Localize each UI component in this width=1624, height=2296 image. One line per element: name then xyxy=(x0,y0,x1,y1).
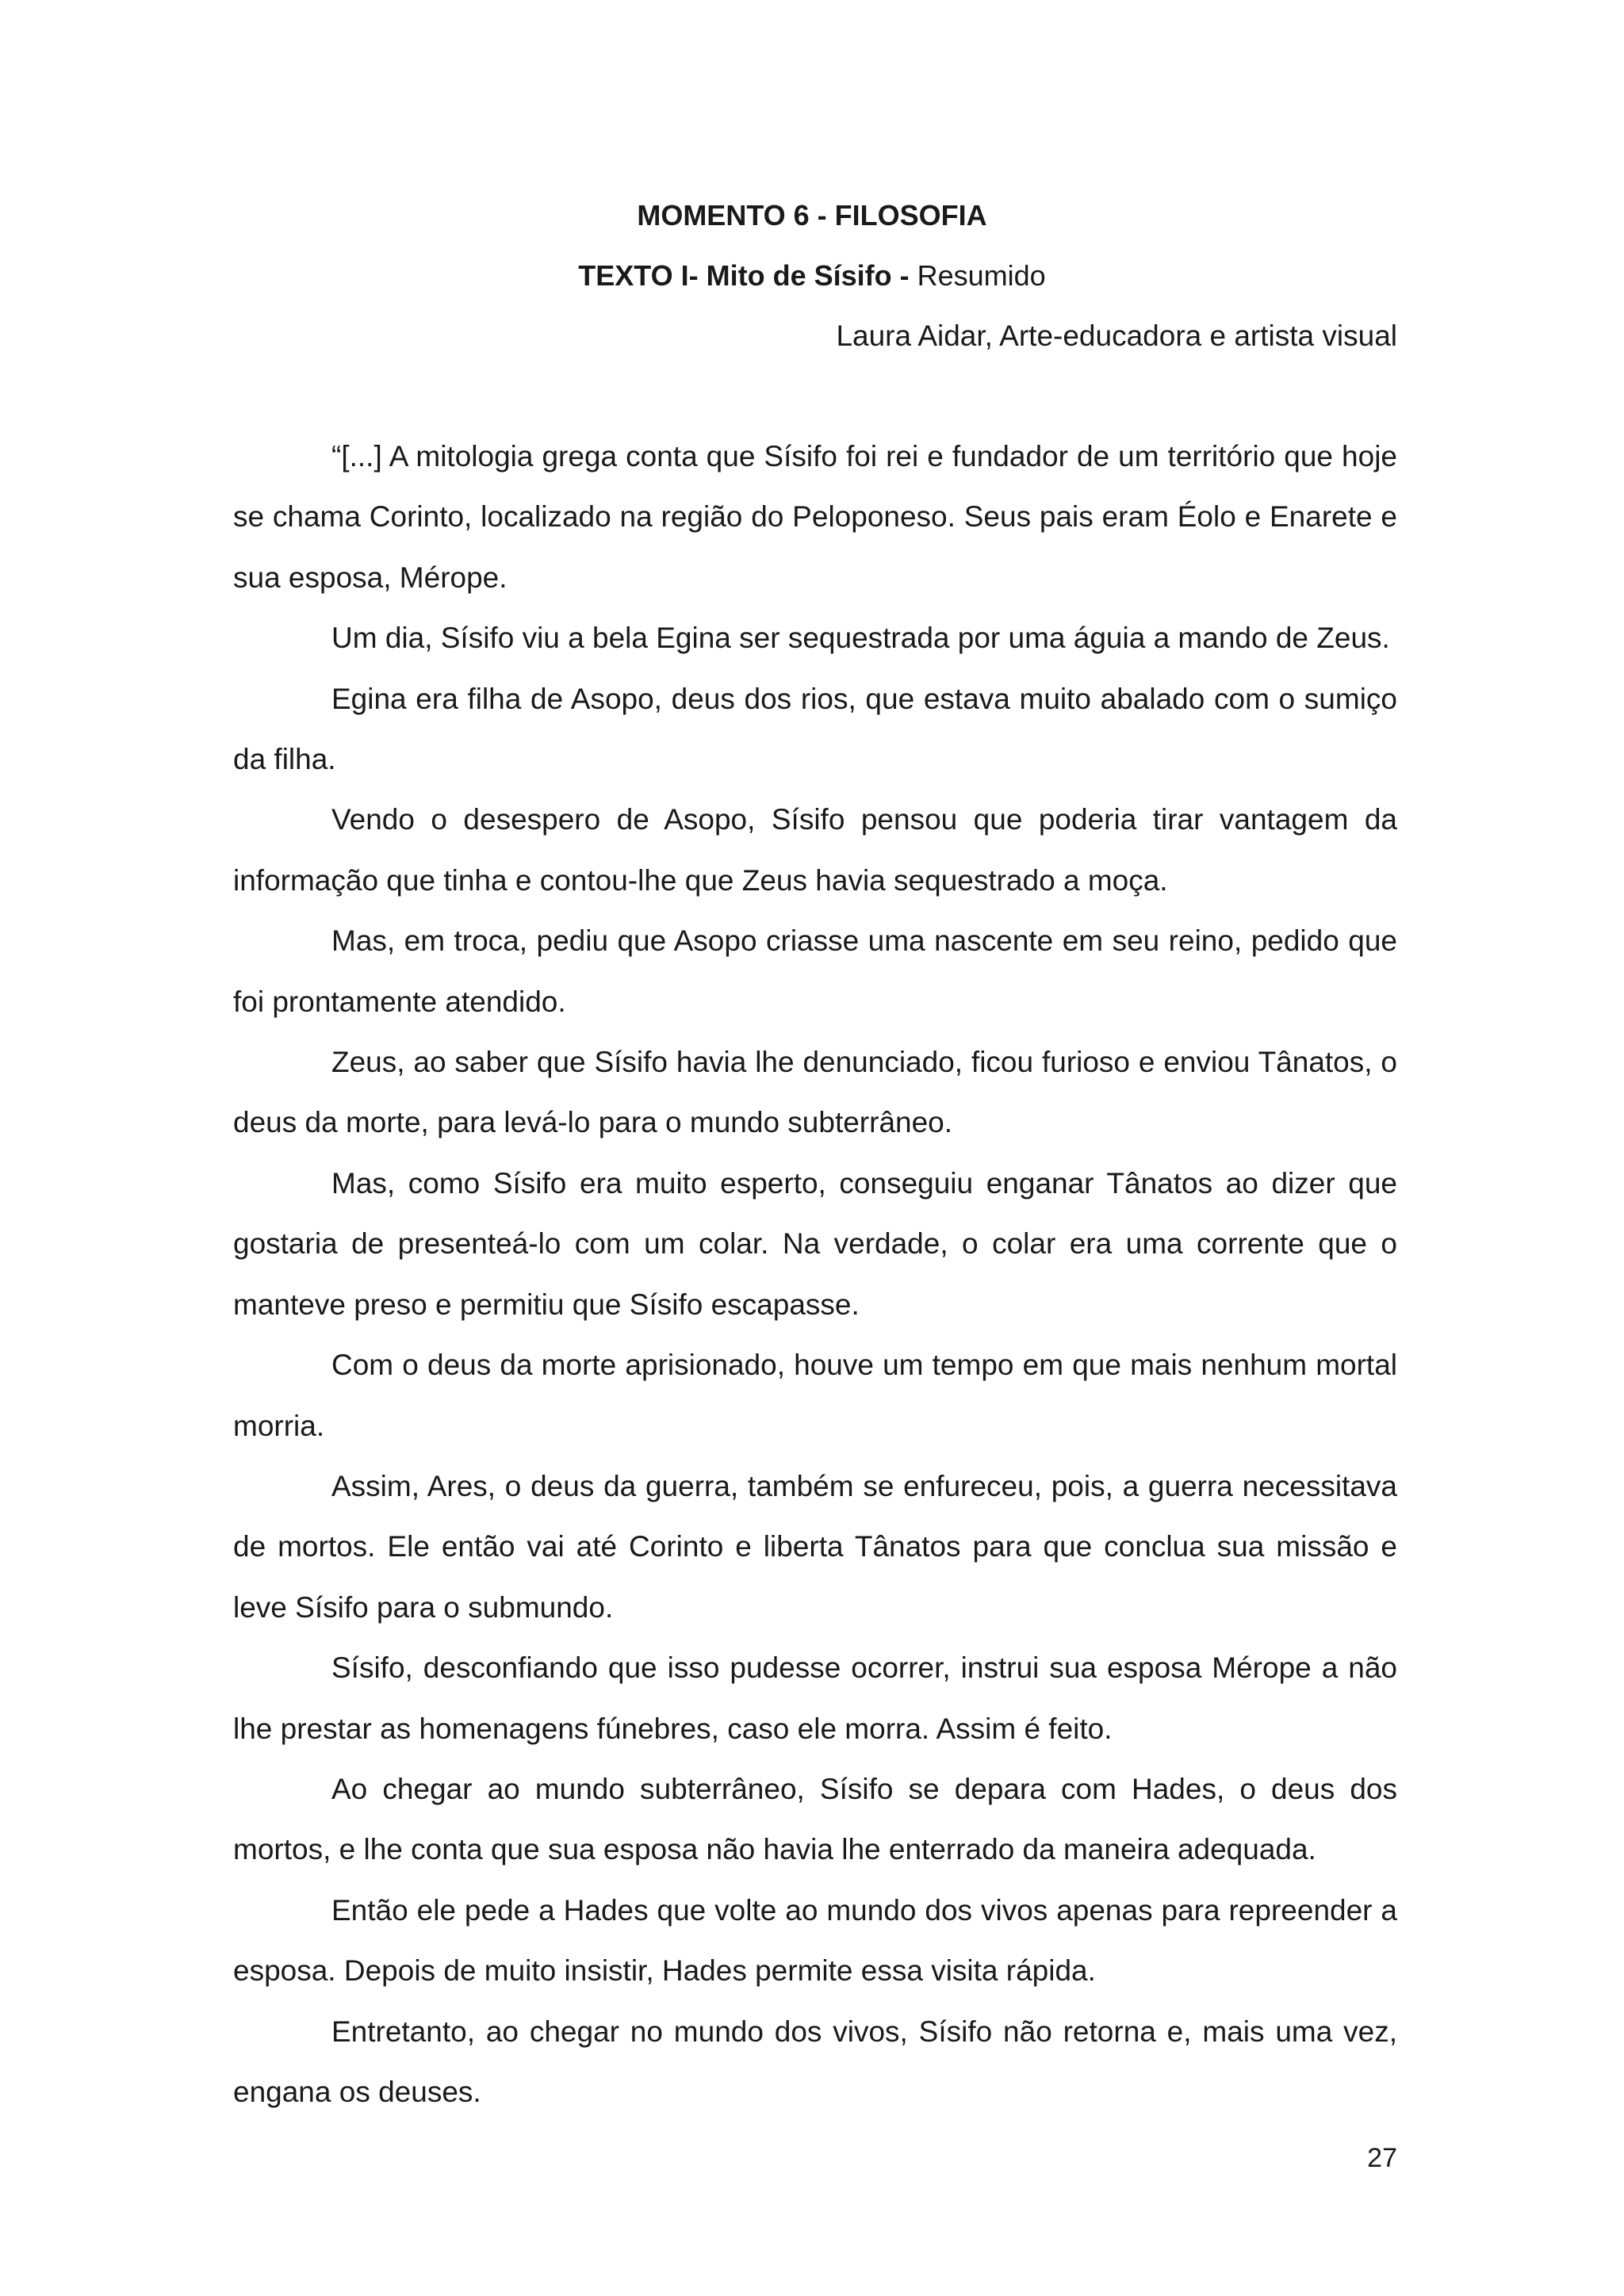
author-byline: Laura Aidar, Arte-educadora e artista visual xyxy=(836,320,1397,352)
text-title xyxy=(0,258,1624,293)
paragraph: Mas, como Sísifo era muito esperto, conseguiu enganar Tânatos ao dizer que gostaria de presenteá-lo com um colar. Na verdade, o colar era uma corrente que o manteve preso e permitiu que Sísifo escapasse. xyxy=(233,1166,1397,1321)
paragraph: Sísifo, desconfiando que isso pudesse ocorrer, instrui sua esposa Mérope a não lhe prestar as homenagens fúnebres, caso ele morra. Assim é feito. xyxy=(233,1651,1397,1745)
paragraph: Um dia, Sísifo viu a bela Egina ser sequestrada por uma águia a mando de Zeus. xyxy=(331,622,1390,655)
paragraph: Então ele pede a Hades que volte ao mundo dos vivos apenas para repreender a esposa. Depois de muito insistir, Hades permite essa visita rápida. xyxy=(233,1893,1397,1988)
paragraph: Com o deus da morte aprisionado, houve um tempo em que mais nenhum mortal morria. xyxy=(233,1349,1397,1442)
paragraph: Zeus, ao saber que Sísifo havia lhe denunciado, ficou furioso e enviou Tânatos, o deus da morte, para levá-lo para o mundo subterrâneo. xyxy=(233,1046,1397,1139)
section-heading: MOMENTO 6 - FILOSOFIA xyxy=(637,199,987,232)
paragraph: “[...] A mitologia grega conta que Sísifo foi rei e fundador de um território que hoje se chama Corinto, localizado na região do Peloponeso. Seus pais eram Éolo e Enarete e sua esposa, Mérope. xyxy=(233,440,1397,594)
paragraph: Egina era filha de Asopo, deus dos rios, que estava muito abalado com o sumiço da filha. xyxy=(233,682,1397,776)
paragraph: Ao chegar ao mundo subterrâneo, Sísifo se depara com Hades, o deus dos mortos, e lhe conta que sua esposa não havia lhe enterrado da maneira adequada. xyxy=(233,1772,1397,1866)
text-title-bold: TEXTO I- Mito de Sísifo - xyxy=(578,259,910,292)
paragraph: Vendo o desespero de Asopo, Sísifo pensou que poderia tirar vantagem da informação que tinha e contou-lhe que Zeus havia sequestrado a moça. xyxy=(233,803,1397,897)
paragraph: Entretanto, ao chegar no mundo dos vivos, Sísifo não retorna e, mais uma vez, engana os deuses. xyxy=(233,2015,1397,2108)
page-number: 27 xyxy=(1367,2143,1397,2173)
body-text xyxy=(233,427,1397,2122)
text-title-suffix: Resumido xyxy=(909,259,1046,292)
paragraph: Assim, Ares, o deus da guerra, também se enfureceu, pois, a guerra necessitava de mortos. Ele então vai até Corinto e liberta Tânatos para que conclua sua missão e leve Sísifo para o submundo. xyxy=(233,1469,1397,1624)
paragraph: Mas, em troca, pediu que Asopo criasse uma nascente em seu reino, pedido que foi prontamente atendido. xyxy=(233,924,1397,1018)
